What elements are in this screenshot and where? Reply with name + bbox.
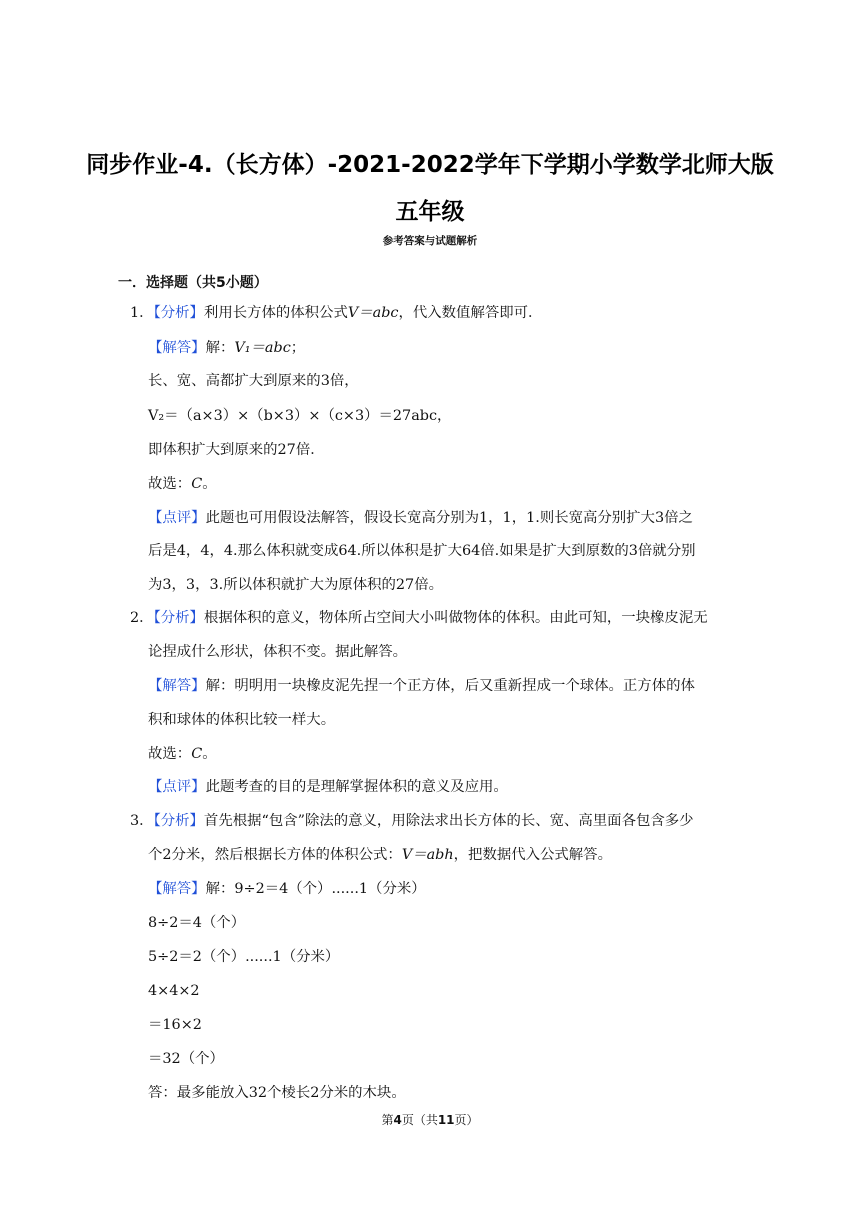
page-footer: [0, 1111, 860, 1128]
q2-number: 2．: [130, 610, 154, 626]
footer-total-pages: 11: [437, 1113, 455, 1127]
q1-analysis-text-end: ，代入数值解答即可．: [398, 305, 543, 321]
footer-suffix: 页）: [454, 1113, 479, 1127]
solution-tag: 【解答】: [148, 340, 206, 356]
q1-solution-suffix: ；: [290, 340, 306, 356]
comment-tag: 【点评】: [148, 510, 206, 526]
q3-formula: V＝abh: [401, 847, 454, 863]
q3-analysis-line-2: [148, 845, 612, 865]
q3-step-6: ＝32（个）: [148, 1051, 224, 1067]
q1-step-3: V₂＝（a×3）×（b×3）×（c×3）＝27abc，: [148, 408, 452, 424]
q3-number: 3．: [130, 813, 154, 829]
q1-step-4: 即体积扩大到原来的27倍．: [148, 442, 325, 458]
q2-analysis-line-1: [130, 608, 708, 628]
q3-analysis-text-1: 首先根据“包含”除法的意义，用除法求出长方体的长、宽、高里面各包含多少: [203, 813, 694, 829]
solution-tag: 【解答】: [148, 678, 206, 694]
q1-comment-line-2: 后是4，4，4.那么体积就变成64.所以体积是扩大64倍.如果是扩大到原数的3倍就分别: [148, 543, 696, 559]
q2-analysis-text-1: 根据体积的意义，物体所占空间大小叫做物体的体积。由此可知，一块橡皮泥无: [203, 610, 708, 626]
q1-choice-line: [148, 474, 217, 494]
q1-analysis-line: [130, 303, 542, 323]
q1-choice-suffix: 。: [202, 476, 217, 492]
q1-comment-line-1: [148, 508, 693, 528]
q3-answer: 答：最多能放入32个棱长2分米的木块。: [148, 1085, 406, 1101]
q3-solution-line-1: [148, 879, 426, 899]
q2-analysis-line-2: 论捏成什么形状，体积不变。据此解答。: [148, 644, 408, 660]
q1-solution-line: [148, 338, 305, 358]
q2-solution-text-1: 解：明明用一块橡皮泥先捏一个正方体，后又重新捏成一个球体。正方体的体: [205, 678, 695, 694]
solution-tag: 【解答】: [148, 881, 206, 897]
document-title-line-2: 五年级: [395, 199, 465, 225]
q2-solution-line-2: 积和球体的体积比较一样大。: [148, 712, 336, 728]
q1-solution-prefix: 解：: [205, 340, 235, 356]
q3-step-5: ＝16×2: [148, 1017, 202, 1033]
q2-comment-line: [148, 777, 508, 797]
analysis-tag: 【分析】: [153, 813, 204, 829]
analysis-tag: 【分析】: [153, 305, 204, 321]
q1-solution-formula: V₁＝abc: [234, 340, 291, 356]
q2-choice-prefix: 故选：: [148, 746, 192, 762]
document-subtitle: 参考答案与试题解析: [382, 235, 478, 247]
analysis-tag: 【分析】: [153, 610, 204, 626]
q3-analysis-text-2-end: ，把数据代入公式解答。: [453, 847, 612, 863]
q2-solution-line-1: [148, 676, 695, 696]
section-heading: 一．选择题（共5小题）: [118, 275, 268, 291]
q1-comment-line-3: 为3，3，3.所以体积就扩大为原体积的27倍。: [148, 577, 443, 593]
q2-choice-suffix: 。: [202, 746, 217, 762]
q1-formula: V＝abc: [347, 305, 399, 321]
q2-comment-text: 此题考查的目的是理解掌握体积的意义及应用。: [205, 779, 508, 795]
footer-prefix: 第: [381, 1113, 394, 1127]
q3-step-4: 4×4×2: [148, 983, 200, 999]
q3-analysis-text-2: 个2分米，然后根据长方体的体积公式：: [148, 847, 402, 863]
q2-choice-letter: C: [191, 746, 203, 762]
q1-analysis-text: 利用长方体的体积公式: [203, 305, 348, 321]
q1-choice-prefix: 故选：: [148, 476, 192, 492]
footer-page-number: 4: [393, 1113, 402, 1127]
q3-step-2: 8÷2＝4（个）: [148, 915, 246, 931]
q1-number: 1．: [130, 305, 154, 321]
document-title-line-1: 同步作业-4.（长方体）-2021-2022学年下学期小学数学北师大版: [86, 152, 774, 178]
q1-comment-text-1: 此题也可用假设法解答，假设长宽高分别为1，1，1.则长宽高分别扩大3倍之: [205, 510, 693, 526]
q3-step-3: 5÷2＝2（个）......1（分米）: [148, 949, 340, 965]
q1-step-2: 长、宽、高都扩大到原来的3倍，: [148, 373, 359, 389]
q3-solution-text-1: 解：9÷2＝4（个）......1（分米）: [205, 881, 426, 897]
footer-middle: 页（共: [401, 1113, 438, 1127]
q2-choice-line: [148, 744, 217, 764]
comment-tag: 【点评】: [148, 779, 206, 795]
q3-analysis-line-1: [130, 811, 694, 831]
q1-choice-letter: C: [191, 476, 203, 492]
